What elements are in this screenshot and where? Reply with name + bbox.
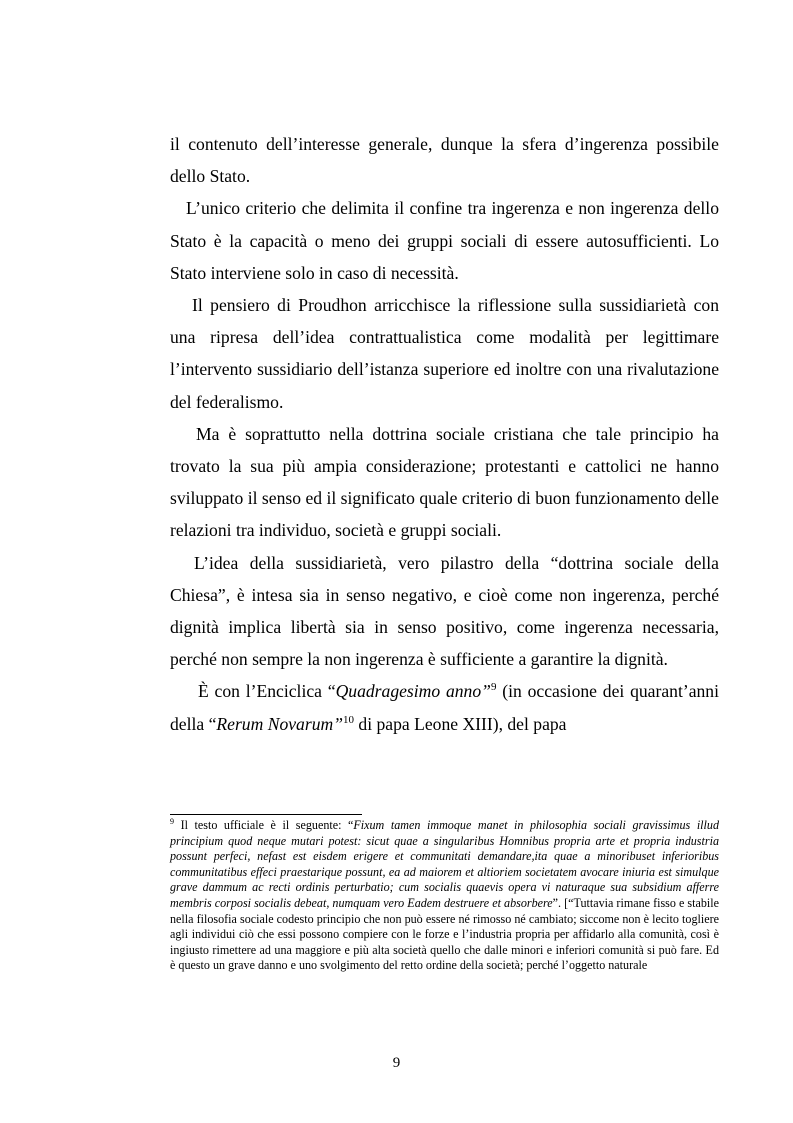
- p6-quote-close-1: ”: [481, 681, 491, 702]
- p6-title-quadragesimo: Quadragesimo anno: [335, 681, 482, 702]
- footnote-ref-9[interactable]: 9: [490, 681, 497, 694]
- p6-text-1: È con l’Enciclica “: [198, 681, 336, 702]
- footnote-latin-text: Fixum tamen immoque manet in philosophia sociali gravissimus illud principium quod neque mutari potest: sicut quae a singularibus Homnibus propria arte et propria industria possunt perfeci, nefast est eisdem erigere et communitati demandare,ita quae a minoribuset inferioribus communitatibus effeci praestarique possunt, ea ad maiorem et altioriem societatem avocare iniuria est simulque grave dammum ac recti ordinis perturbatio; cum socialis quaevis opera vi naturaque sua subsidium afferre membris corposi socialis debeat, numquam vero Eadem destruere et absorbere: [170, 818, 719, 910]
- p6-text-3: di papa Leone XIII), del papa: [354, 713, 567, 734]
- p6-text-2: (in occasione dei quarant’anni della “: [170, 681, 719, 734]
- page-number: 9: [392, 1055, 401, 1071]
- paragraph-6: [170, 675, 719, 739]
- footnotes: [170, 818, 719, 974]
- p6-title-rerum-novarum: Rerum Novarum: [216, 713, 334, 734]
- footnote-separator: [170, 814, 362, 815]
- footnote-number: 9: [170, 816, 174, 826]
- paragraph-1: il contenuto dell’interesse generale, dunque la sfera d’ingerenza possibile dello Stato.: [170, 134, 719, 187]
- footnote-intro: Il testo ufficiale è il seguente: “: [174, 818, 354, 832]
- footnote-9: [170, 818, 719, 974]
- footnote-translation: ”. [“Tuttavia rimane fisso e stabile nella filosofia sociale codesto principio che non può essere né rimosso né cambiato; siccome non è lecito togliere agli individui ciò che essi possono compiere con le forze e l’industria propria per affidarlo alla comunità, così è ingiusto rimettere ad una maggiore e più alta società quello che dalle minori e inferiori comunità si può fare. Ed è questo un grave danno e uno svolgimento del retto ordine della società; perché l’oggetto naturale: [170, 895, 719, 973]
- paragraph-3: Il pensiero di Proudhon arricchisce la riflessione sulla sussidiarietà con una ripresa dell’idea contrattualistica come modalità per legittimare l’intervento sussidiario dell’istanza superiore ed inoltre con una rivalutazione del federalismo.: [170, 295, 719, 412]
- paragraph-2: L’unico criterio che delimita il confine tra ingerenza e non ingerenza dello Stato è la capacità o meno dei gruppi sociali di essere autosufficienti. Lo Stato interviene solo in caso di necessità.: [170, 198, 719, 283]
- main-text: [170, 128, 719, 740]
- paragraph-4: Ma è soprattutto nella dottrina sociale cristiana che tale principio ha trovato la sua più ampia considerazione; protestanti e cattolici ne hanno sviluppato il senso ed il significato quale criterio di buon funzionamento delle relazioni tra individuo, società e gruppi sociali.: [170, 423, 719, 541]
- paragraph-5: L’idea della sussidiarietà, vero pilastro della “dottrina sociale della Chiesa”, è intesa sia in senso negativo, e cioè come non ingerenza, perché dignità implica libertà sia in senso positivo, come ingerenza necessaria, perché non sempre la non ingerenza è sufficiente a garantire la dignità.: [170, 552, 719, 670]
- p6-quote-close-2: ”: [333, 713, 343, 734]
- footnote-ref-10[interactable]: 10: [343, 713, 354, 726]
